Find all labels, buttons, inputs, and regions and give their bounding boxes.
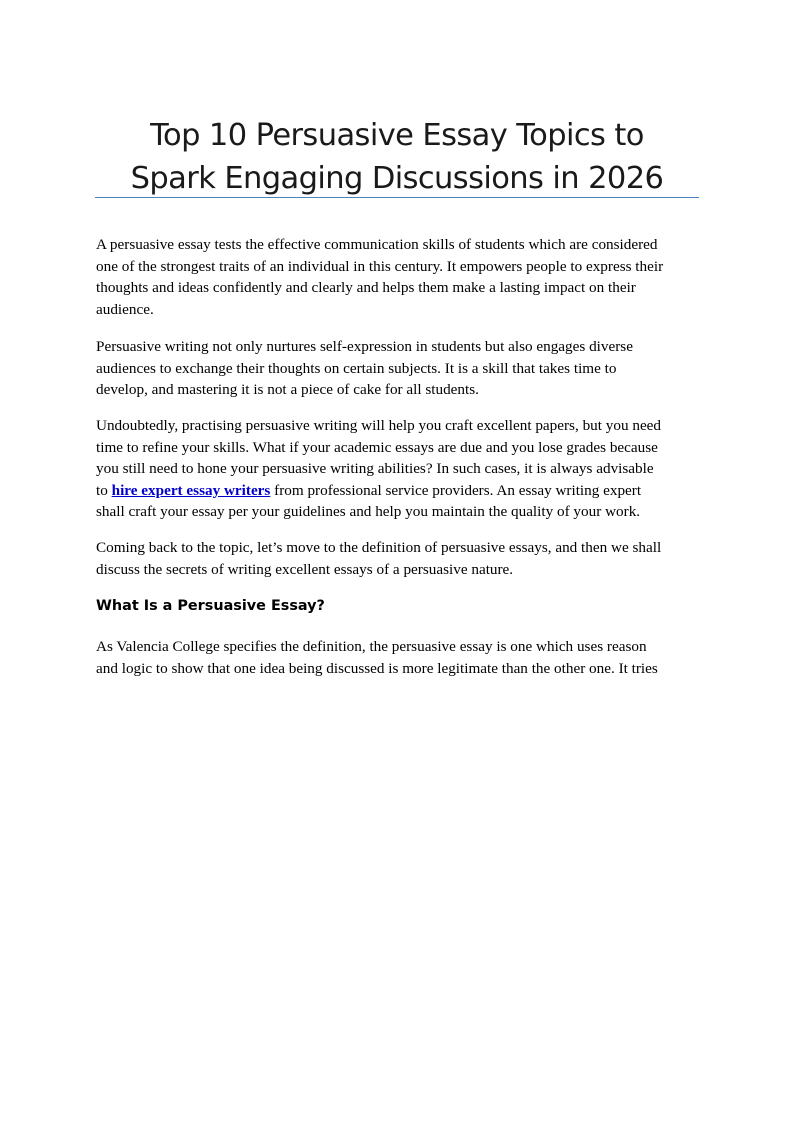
link-prefix: to (96, 481, 112, 499)
paragraph-line: audience. (96, 300, 154, 318)
paragraph-line: As Valencia College specifies the definition, the persuasive essay is one which uses reason (96, 638, 647, 655)
section-heading: What Is a Persuasive Essay? (96, 598, 325, 614)
paragraph-5 (96, 636, 700, 679)
paragraph-1 (96, 234, 700, 320)
paragraph-line: Undoubtedly, practising persuasive writing will help you craft excellent papers, but you need (96, 417, 662, 434)
title-line-2: Spark Engaging Discussions in 2026 (130, 161, 664, 196)
paragraph-line: thoughts and ideas confidently and clearly and helps them make a lasting impact on their (96, 279, 636, 297)
paragraph-line: and logic to show that one idea being discussed is more legitimate than the other one. It tries (96, 659, 658, 677)
paragraph-2 (96, 336, 700, 401)
paragraph-line: develop, and mastering it is not a piece of cake for all students. (96, 381, 479, 399)
paragraph-line: shall craft your essay per your guidelines and help you maintain the quality of your work. (96, 503, 641, 521)
paragraph-line: one of the strongest traits of an individual in this century. It empowers people to express their (96, 257, 664, 275)
paragraph-line: discuss the secrets of writing excellent essays of a persuasive nature. (96, 560, 514, 578)
title-divider (95, 197, 699, 198)
paragraph-line: A persuasive essay tests the effective communication skills of students which are considered (96, 236, 658, 253)
paragraph-line: audiences to exchange their thoughts on certain subjects. It is a skill that takes time to (96, 359, 617, 377)
link-suffix: from professional service providers. An essay writing expert (270, 481, 642, 499)
paragraph-line: time to refine your skills. What if your academic essays are due and you lose grades because (96, 438, 658, 456)
paragraph-line: Coming back to the topic, let’s move to the definition of persuasive essays, and then we shall (96, 539, 662, 556)
paragraph-line: Persuasive writing not only nurtures self-expression in students but also engages diverse (96, 338, 633, 355)
paragraph-line: you still need to hone your persuasive writing abilities? In such cases, it is always advisable (96, 460, 654, 478)
paragraph-3 (96, 415, 700, 523)
paragraph-4 (96, 537, 700, 580)
title-line-1: Top 10 Persuasive Essay Topics to (150, 118, 644, 153)
hire-writers-link[interactable]: hire expert essay writers (111, 481, 271, 499)
page-title (95, 114, 699, 200)
paragraph-line-with-link (96, 480, 700, 502)
